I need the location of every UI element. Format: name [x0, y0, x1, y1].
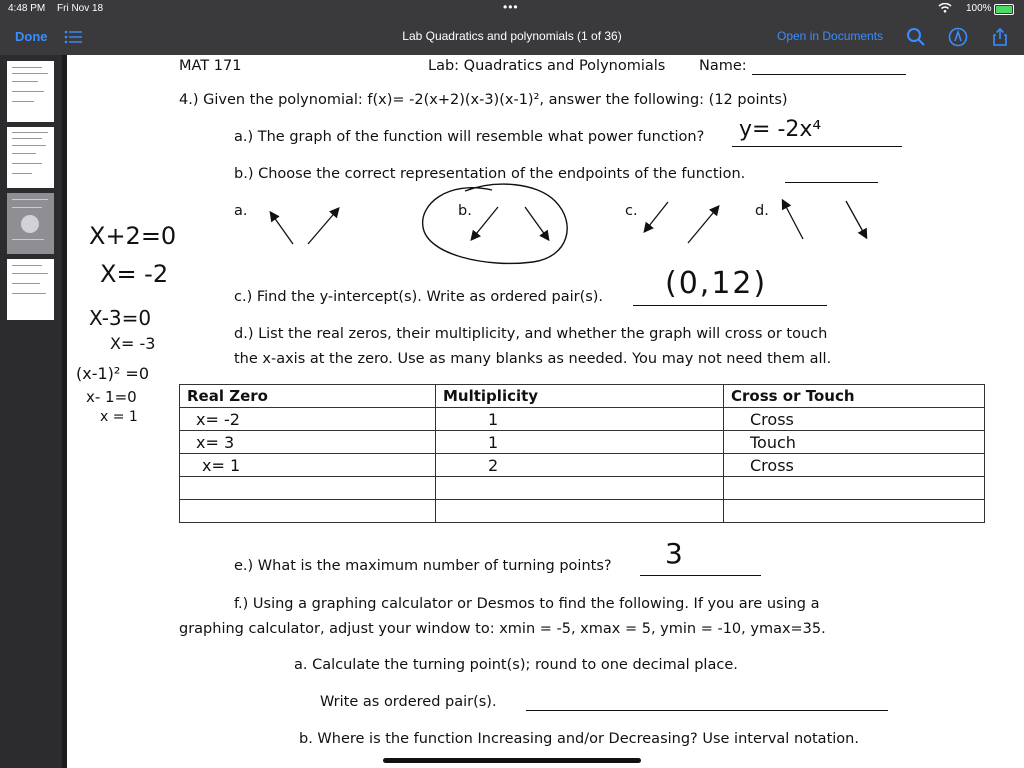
battery-icon — [994, 4, 1014, 15]
answer-a-handwritten: y= -2x⁴ — [739, 117, 822, 142]
document-title: Lab Quadratics and polynomials (1 of 36) — [402, 29, 622, 43]
table-row — [180, 500, 985, 523]
zero-cell: x= -2 — [180, 408, 436, 431]
battery-label: 100% — [966, 3, 992, 14]
question-4: 4.) Given the polynomial: f(x)= -2(x+2)(x-3)(x-1)², answer the following: (12 points) — [179, 92, 788, 108]
option-a-left-arrow — [271, 213, 293, 244]
multiplicity-cell: 1 — [436, 431, 724, 454]
option-a-right-arrow — [308, 209, 338, 244]
question-f-line2: graphing calculator, adjust your window to: xmin = -5, xmax = 5, ymin = -10, ymax=35. — [179, 621, 826, 637]
status-time: 4:48 PM — [8, 3, 46, 14]
margin-note: (x-1)² =0 — [76, 364, 149, 383]
status-date: Fri Nov 18 — [57, 3, 104, 14]
margin-note: X+2=0 — [89, 222, 177, 250]
document-toolbar — [0, 18, 1024, 55]
margin-note: x- 1=0 — [86, 388, 137, 406]
answer-c-handwritten: (0,12) — [665, 266, 768, 301]
margin-note: x = 1 — [100, 409, 138, 425]
question-d-line1: d.) List the real zeros, their multiplicity, and whether the graph will cross or touch — [234, 326, 828, 342]
multitask-dots-icon[interactable]: ••• — [503, 0, 519, 14]
document-page — [67, 55, 1024, 768]
name-label: Name: — [699, 58, 747, 74]
table-row — [180, 408, 985, 431]
question-f-b: b. Where is the function Increasing and/or Decreasing? Use interval notation. — [299, 731, 859, 747]
answer-c-blank — [633, 305, 827, 306]
table-row — [180, 477, 985, 500]
option-b-circle-annotation — [423, 184, 568, 263]
question-d-line2: the x-axis at the zero. Use as many blanks as needed. You may not need them all. — [234, 351, 832, 367]
cross-touch-cell: Touch — [724, 431, 985, 454]
margin-note: X= -3 — [110, 334, 156, 353]
table-row — [180, 431, 985, 454]
option-d-label: d. — [755, 203, 769, 219]
page-thumbnail-sidebar — [0, 55, 62, 768]
zero-cell: x= 3 — [180, 431, 436, 454]
done-button[interactable]: Done — [15, 29, 48, 44]
home-indicator[interactable] — [383, 758, 641, 763]
page-thumbnail[interactable] — [7, 127, 54, 188]
search-icon[interactable] — [906, 27, 926, 47]
margin-note: X= -2 — [100, 260, 169, 288]
option-b-label: b. — [458, 203, 472, 219]
margin-note: X-3=0 — [89, 306, 152, 330]
answer-f-a-blank — [526, 710, 888, 711]
multiplicity-cell: 2 — [436, 454, 724, 477]
question-f-a: a. Calculate the turning point(s); round to one decimal place. — [294, 657, 738, 673]
option-d-left-arrow — [783, 201, 803, 239]
question-e: e.) What is the maximum number of turning points? — [234, 558, 612, 574]
answer-e-blank — [640, 575, 761, 576]
option-d-right-arrow — [846, 201, 866, 237]
header-cross-or-touch: Cross or Touch — [724, 385, 985, 408]
header-real-zero: Real Zero — [180, 385, 436, 408]
question-f-line1: f.) Using a graphing calculator or Desmos to find the following. If you are using a — [234, 596, 820, 612]
zero-cell: x= 1 — [180, 454, 436, 477]
table-row — [180, 454, 985, 477]
question-c: c.) Find the y-intercept(s). Write as ordered pair(s). — [234, 289, 604, 305]
question-b: b.) Choose the correct representation of the endpoints of the function. — [234, 166, 746, 182]
cross-touch-cell: Cross — [724, 408, 985, 431]
multiplicity-cell: 1 — [436, 408, 724, 431]
question-a: a.) The graph of the function will resemble what power function? — [234, 129, 705, 145]
wifi-icon — [938, 3, 952, 16]
open-in-documents-button[interactable]: Open in Documents — [777, 29, 884, 43]
cross-touch-cell: Cross — [724, 454, 985, 477]
outline-list-icon[interactable] — [64, 30, 82, 44]
question-f-a-write: Write as ordered pair(s). — [320, 694, 497, 710]
option-c-left-arrow — [645, 202, 668, 231]
page-thumbnail-selected[interactable] — [7, 193, 54, 254]
share-icon[interactable] — [990, 27, 1010, 47]
zeros-table — [179, 384, 985, 523]
option-c-label: c. — [625, 203, 638, 219]
option-a-label: a. — [234, 203, 248, 219]
option-b-right-arrow — [525, 207, 548, 239]
option-c-right-arrow — [688, 207, 718, 243]
lab-title: Lab: Quadratics and Polynomials — [428, 58, 666, 74]
markup-pen-icon[interactable] — [948, 27, 968, 47]
header-multiplicity: Multiplicity — [436, 385, 724, 408]
option-b-left-arrow — [472, 207, 498, 239]
more-options-icon[interactable] — [21, 215, 39, 233]
page-thumbnail[interactable] — [7, 61, 54, 122]
status-bar — [0, 0, 1024, 18]
page-thumbnail[interactable] — [7, 259, 54, 320]
course-code: MAT 171 — [179, 58, 242, 74]
answer-e-handwritten: 3 — [665, 537, 683, 570]
